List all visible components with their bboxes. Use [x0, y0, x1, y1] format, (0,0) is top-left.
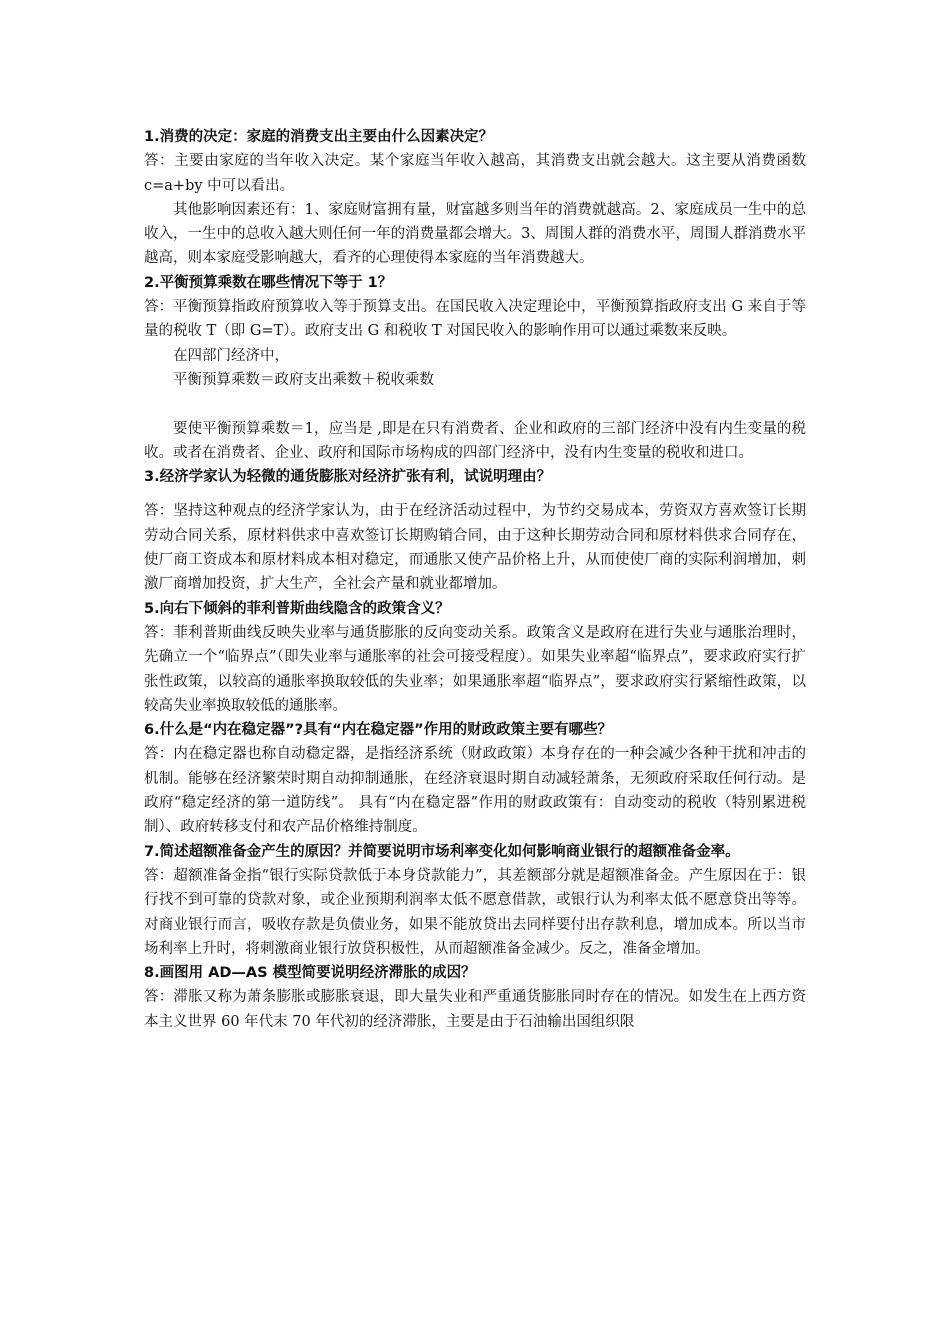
answer-2-formula: 平衡预算乘数＝政府支出乘数＋税收乘数: [173, 371, 434, 388]
question-5: 5.向右下倾斜的菲利普斯曲线隐含的政策含义？: [144, 600, 450, 617]
answer-3-paragraph-1: 答：坚持这种观点的经济学家认为，由于在经济活动过程中，为节约交易成本，劳资双方喜欢签订长期劳动合同关系，原材料供求中喜欢签订长期购销合同，由于这种长期劳动合同和原材料供求合同存在，使厂商工资成本和原材料成本相对稳定，而通胀又使产品价格上升，从而使使厂商的实际利润增加，刺激厂商增加投资，扩大生产，全社会产量和就业都增加。: [144, 503, 806, 593]
answer-8-paragraph-1: 答：滞胀又称为萧条膨胀或膨胀衰退，即大量失业和严重通货膨胀同时存在的情况。如发生在上西方资本主义世界 60 年代末 70 年代初的经济滞胀，主要是由于石油输出国组织限: [144, 989, 806, 1030]
question-7: 7.简述超额准备金产生的原因？并简要说明市场利率变化如何影响商业银行的超额准备金率。: [144, 843, 740, 860]
answer-2-paragraph-1: 答：平衡预算指政府预算收入等于预算支出。在国民收入决定理论中，平衡预算指政府支出 G 来自于等量的税收 T（即 G=T）。政府支出 G 和税收 T 对国民收入的影响作用可以通过乘数来反映。: [144, 299, 806, 340]
answer-7-paragraph-1: 答：超额准备金指“银行实际贷款低于本身贷款能力”，其差额部分就是超额准备金。产生原因在于：银行找不到可靠的贷款对象，或企业预期利润率太低不愿意借款，或银行认为利率太低不愿意贷出等等。对商业银行而言，吸收存款是负债业务，如果不能放贷出去同样要付出存款利息，增加成本。所以当市场利率上升时，将刺激商业银行放贷积极性，从而超额准备金减少。反之，准备金增加。: [144, 867, 806, 957]
question-2: 2.平衡预算乘数在哪些情况下等于 1？: [144, 274, 393, 291]
answer-6-paragraph-1: 答：内在稳定器也称自动稳定器，是指经济系统（财政政策）本身存在的一种会减少各种干扰和冲击的机制。能够在经济繁荣时期自动抑制通胀，在经济衰退时期自动减轻萧条，无须政府采取任何行动。是政府“稳定经济的第一道防线”。 具有“内在稳定器”作用的财政政策有：自动变动的税收（特别累进税制）、政府转移支付和农产品价格维持制度。: [144, 746, 806, 836]
spacer: [144, 489, 806, 499]
answer-2-paragraph-3: 要使平衡预算乘数＝1，应当是 ,即是在只有消费者、企业和政府的三部门经济中没有内生变量的税收。或者在消费者、企业、政府和国际市场构成的四部门经济中，没有内生变量的税收和进口。: [144, 420, 806, 461]
document-body: [144, 125, 806, 1034]
question-1: 1.消费的决定：家庭的消费支出主要由什么因素决定？: [144, 129, 494, 145]
question-3: 3.经济学家认为轻微的通货膨胀对经济扩张有利，试说明理由？: [144, 469, 552, 486]
answer-5-paragraph-1: 答：菲利普斯曲线反映失业率与通货膨胀的反向变动关系。政策含义是政府在进行失业与通胀治理时，先确立一个“临界点”（即失业率与通胀率的社会可接受程度）。如果失业率超“临界点”，要求政府实行扩张性政策，以较高的通胀率换取较低的失业率；如果通胀率超“临界点”，要求政府实行紧缩性政策，以较高失业率换取较低的通胀率。: [144, 624, 806, 714]
blank-line: [144, 392, 806, 416]
answer-1-paragraph-2: 其他影响因素还有：1、家庭财富拥有量，财富越多则当年的消费就越高。2、家庭成员一生中的总收入，一生中的总收入越大则任何一年的消费量都会增大。3、周围人群的消费水平，周围人群消费水平越高，则本家庭受影响越大，看齐的心理使得本家庭的当年消费越大。: [144, 201, 806, 267]
answer-2-paragraph-2: 在四部门经济中，: [173, 347, 289, 364]
question-8: 8.画图用 AD—AS 模型简要说明经济滞胀的成因？: [144, 965, 476, 982]
answer-1-paragraph-1: 答：主要由家庭的当年收入决定。某个家庭当年收入越高，其消费支出就会越大。这主要从消费函数 c=a+by 中可以看出。: [144, 153, 806, 194]
question-6: 6.什么是“内在稳定器”?具有“内在稳定器”作用的财政政策主要有哪些？: [144, 722, 613, 739]
